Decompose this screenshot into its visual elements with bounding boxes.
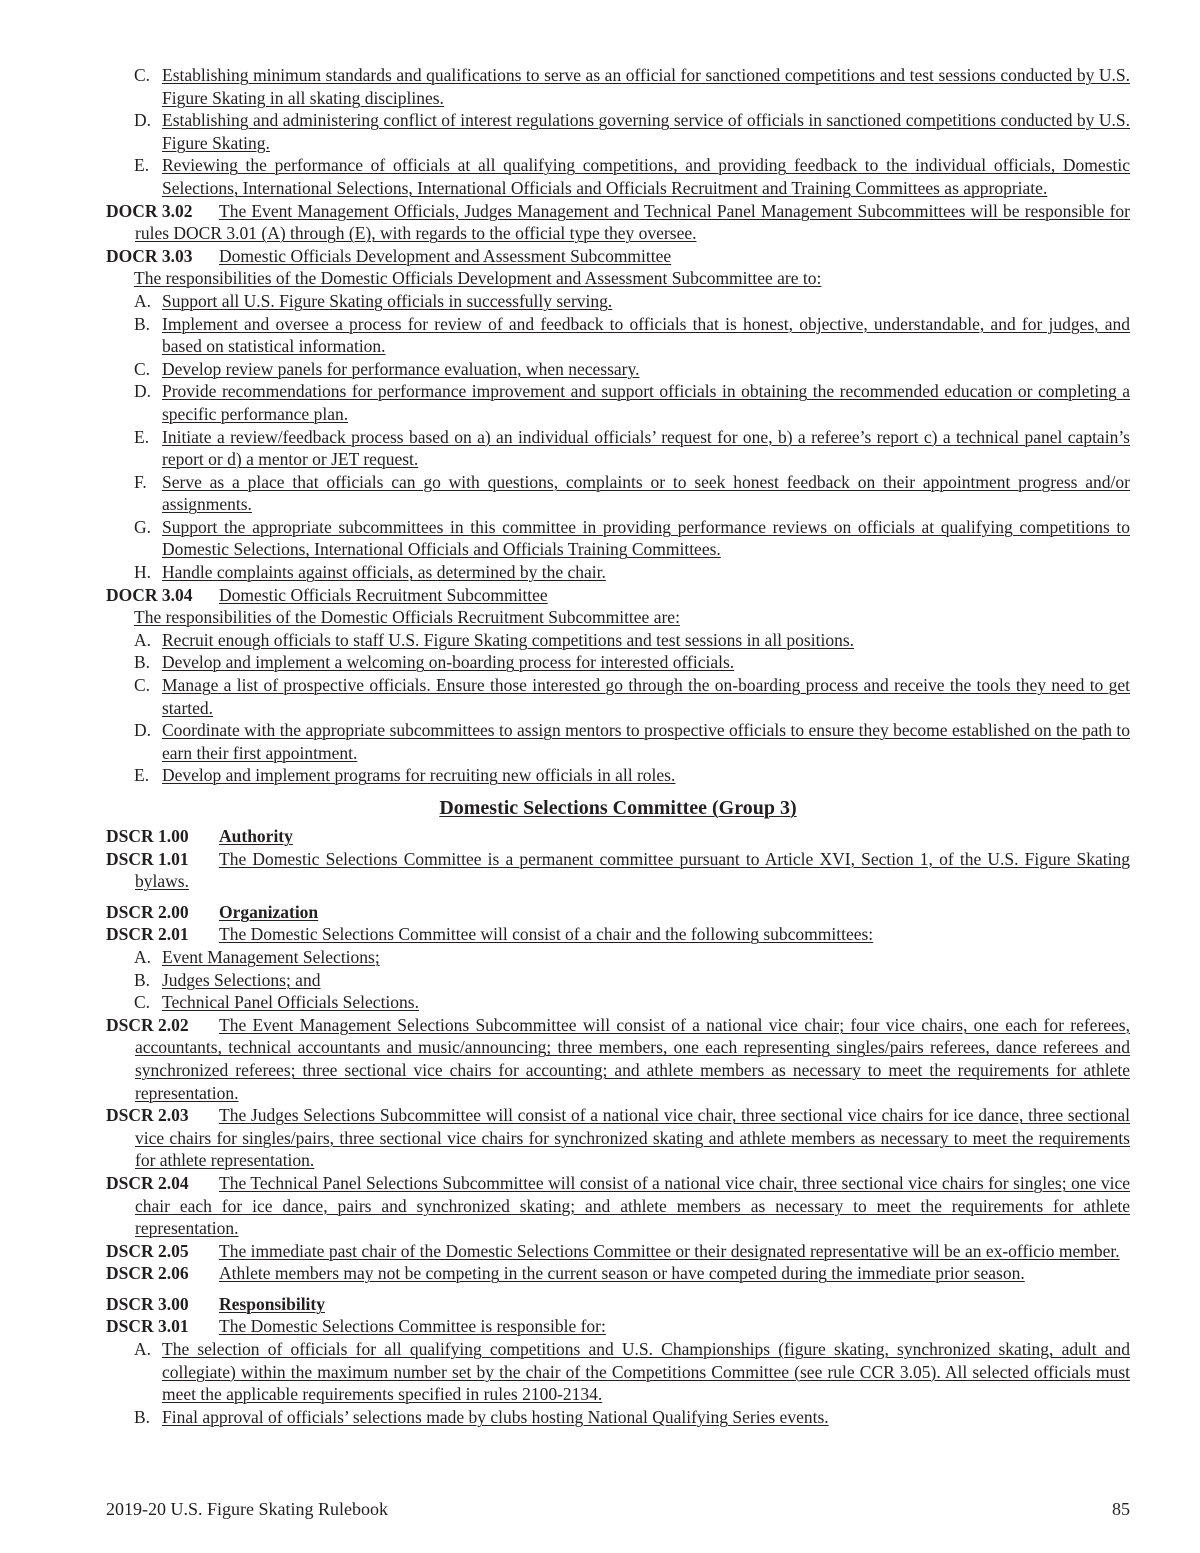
page-number: 85 — [1112, 1499, 1130, 1519]
footer-title: 2019-20 U.S. Figure Skating Rulebook — [106, 1499, 388, 1519]
rule-dscr-101: DSCR 1.01 The Domestic Selections Committee is a permanent committee pursuant to Article XVI, Section 1, of the U.S. Figure Skating bylaws. — [106, 848, 1130, 892]
spacer — [106, 893, 1130, 901]
list-item: G. Support the appropriate subcommittees in this committee in providing performance reviews on officials at qualifying competitions to Domestic Selections, International Officials and Officials Training Committees. — [134, 516, 1130, 560]
list-item: F. Serve as a place that officials can go with questions, complaints or to seek honest feedback on their appointment progress and/or assignments. — [134, 471, 1130, 515]
rule-docr-303-intro: The responsibilities of the Domestic Officials Development and Assessment Subcommittee are to: — [134, 268, 822, 289]
rule-docr-303-list — [106, 290, 1130, 584]
list-item: C. Technical Panel Officials Selections. — [134, 992, 419, 1013]
rulebook-page — [106, 64, 1130, 1428]
list-item: E. Develop and implement programs for recruiting new officials in all roles. — [134, 765, 676, 786]
rule-dscr-300-heading: DSCR 3.00 Responsibility — [106, 1293, 325, 1314]
spacer — [106, 1285, 1130, 1293]
rule-dscr-202: DSCR 2.02 The Event Management Selections Subcommittee will consist of a national vice chair; four vice chairs, one each for referees, accountants, technical accountants and music/announcing; three members, one each representing singles/pairs referees, dance referees and synchronized referees; three sectional vice chairs for accounting; and athlete members as necessary to meet the requirements for athlete representation. — [106, 1014, 1130, 1103]
rule-dscr-301: DSCR 3.01 The Domestic Selections Committee is responsible for: — [106, 1316, 606, 1337]
list-item: H. Handle complaints against officials, as determined by the chair. — [134, 562, 606, 583]
list-item: D. Establishing and administering conflict of interest regulations governing service of officials in sanctioned competitions conducted by U.S. Figure Skating. — [134, 110, 1130, 153]
rule-dscr-201: DSCR 2.01 The Domestic Selections Committee will consist of a chair and the following subcommittees: — [106, 924, 874, 945]
list-item: B. Implement and oversee a process for review of and feedback to officials that is honest, objective, understandable, and for judges, and based on statistical information. — [134, 313, 1130, 357]
rule-dscr-206: DSCR 2.06 Athlete members may not be competing in the current season or have competed during the immediate prior season. — [106, 1263, 1025, 1284]
rule-docr-302: DOCR 3.02 The Event Management Officials, Judges Management and Technical Panel Management Subcommittees will be responsible for rules DOCR 3.01 (A) through (E), with regards to the official type they oversee. — [106, 200, 1130, 244]
rule-dscr-205: DSCR 2.05 The immediate past chair of the Domestic Selections Committee or their designated representative will be an ex-officio member. — [106, 1240, 1120, 1261]
list-item: A. The selection of officials for all qualifying competitions and U.S. Championships (figure skating, synchronized skating, adult and collegiate) within the maximum number set by the chair of the Competitions Committee (see rule CCR 3.05). All selected officials must meet the applicable requirements specified in rules 2100-2134. — [134, 1339, 1130, 1405]
list-item: B. Develop and implement a welcoming on-boarding process for interested officials. — [134, 652, 735, 673]
docr-301-continued-list — [106, 64, 1130, 200]
rule-docr-303-heading: DOCR 3.03 Domestic Officials Development and Assessment Subcommittee — [106, 245, 672, 266]
list-item: B. Final approval of officials’ selections made by clubs hosting National Qualifying Series events. — [134, 1406, 829, 1427]
list-item: C. Develop review panels for performance evaluation, when necessary. — [134, 358, 640, 379]
rule-dscr-204: DSCR 2.04 The Technical Panel Selections Subcommittee will consist of a national vice chair, three sectional vice chairs for singles; one vice chair each for ice dance, pairs and synchronized skating; and athlete members as necessary to meet the requirements for athlete representation. — [106, 1172, 1130, 1239]
list-item: A. Event Management Selections; — [134, 946, 380, 967]
rule-dscr-201-list — [106, 946, 1130, 1014]
rule-dscr-200-heading: DSCR 2.00 Organization — [106, 901, 319, 922]
list-item: C. Manage a list of prospective officials. Ensure those interested go through the on-boarding process and receive the tools they need to get started. — [134, 675, 1130, 718]
section-title: Domestic Selections Committee (Group 3) — [439, 797, 797, 819]
rule-dscr-203: DSCR 2.03 The Judges Selections Subcommittee will consist of a national vice chair, three sectional vice chairs for ice dance, three sectional vice chairs for singles/pairs, three sectional vice chairs for synchronized skating and athlete members as necessary to meet the requirements for athlete representation. — [106, 1105, 1130, 1171]
list-item: D. Provide recommendations for performance improvement and support officials in obtaining the recommended education or completing a specific performance plan. — [134, 381, 1130, 424]
list-item: C. Establishing minimum standards and qualifications to serve as an official for sanctioned competitions and test sessions conducted by U.S. Figure Skating in all skating disciplines. — [134, 65, 1130, 108]
list-item: D. Coordinate with the appropriate subcommittees to assign mentors to prospective officials to ensure they become established on the path to earn their first appointment. — [134, 720, 1130, 763]
list-item: A. Support all U.S. Figure Skating officials in successfully serving. — [134, 290, 613, 311]
page-footer — [106, 1498, 1130, 1520]
rule-docr-304-heading: DOCR 3.04 Domestic Officials Recruitment Subcommittee — [106, 584, 548, 605]
list-item: A. Recruit enough officials to staff U.S. Figure Skating competitions and test sessions in all positions. — [134, 629, 855, 650]
list-item: E. Initiate a review/feedback process based on a) an individual officials’ request for one, b) a referee’s report c) a technical panel captain’s report or d) a mentor or JET request. — [134, 426, 1130, 470]
list-item: E. Reviewing the performance of officials at all qualifying competitions, and providing feedback to the individual officials, Domestic Selections, International Selections, International Officials and Officials Recruitment and Training Committees as appropriate. — [134, 155, 1130, 198]
rule-docr-304-list — [106, 629, 1130, 787]
rule-docr-304-intro: The responsibilities of the Domestic Officials Recruitment Subcommittee are: — [134, 607, 680, 628]
list-item: B. Judges Selections; and — [134, 969, 321, 990]
rule-dscr-100-heading: DSCR 1.00 Authority — [106, 826, 293, 846]
rule-dscr-301-list — [106, 1338, 1130, 1428]
